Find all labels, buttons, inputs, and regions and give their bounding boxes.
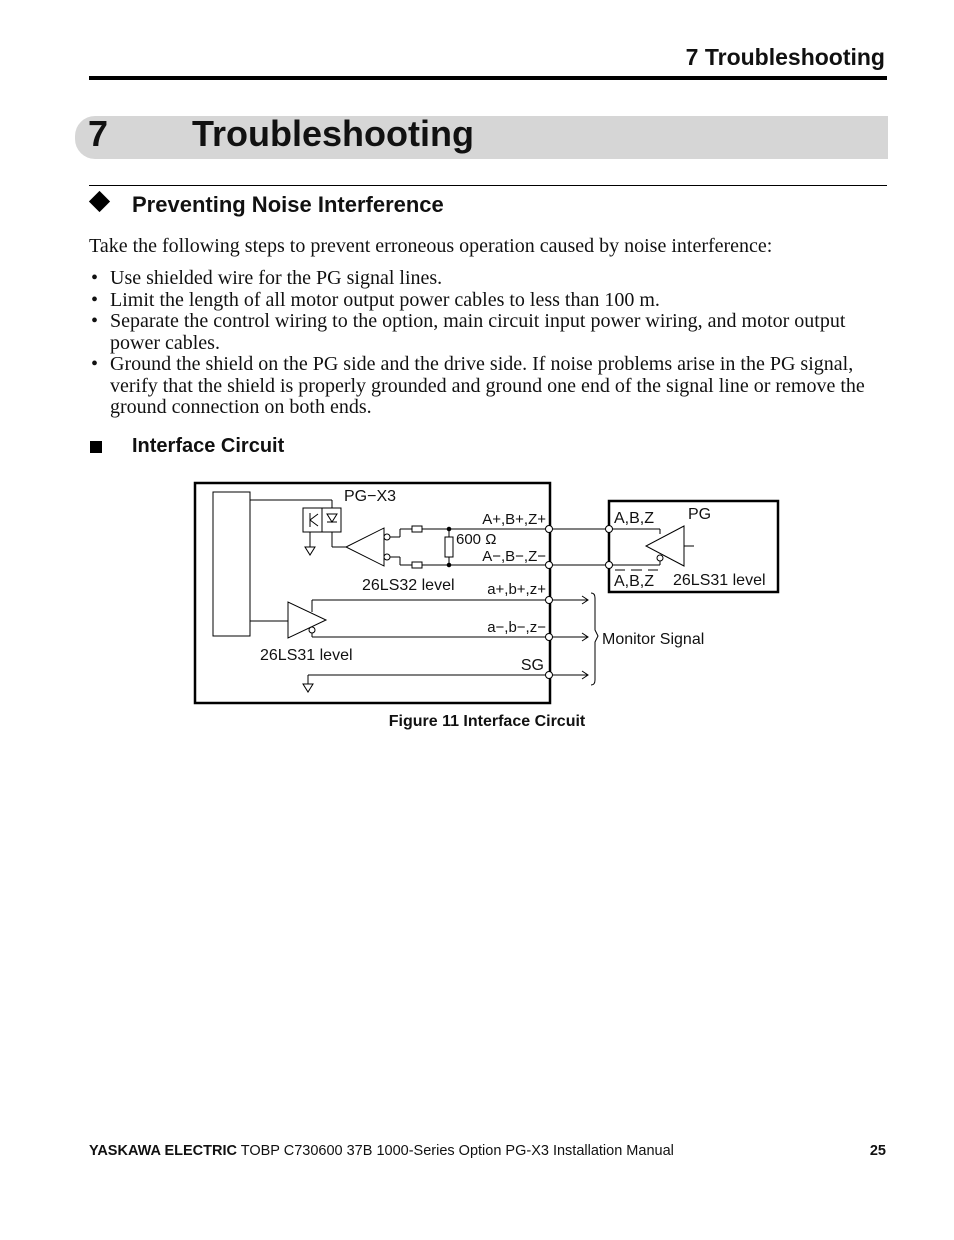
header-rule xyxy=(89,76,887,80)
page-number: 25 xyxy=(869,1143,886,1159)
driver-level-label: 26LS31 level xyxy=(260,647,353,664)
pg-label: PG xyxy=(688,506,712,523)
list-item xyxy=(89,311,889,354)
monitor-plus-label: a+,b+,z+ xyxy=(487,581,546,598)
ground-icon xyxy=(303,684,313,692)
termination-resistor xyxy=(445,537,453,557)
section-title: Preventing Noise Interference xyxy=(132,192,444,217)
list-item xyxy=(89,268,889,290)
list-item xyxy=(89,354,889,419)
running-header-title: 7 Troubleshooting xyxy=(685,44,885,70)
terminal xyxy=(546,562,553,569)
list-item-text: Separate the control wiring to the option, main circuit input power wiring, and motor output power cables. xyxy=(110,310,846,354)
list-item-text: Use shielded wire for the PG signal lines. xyxy=(110,267,443,289)
footer-company: YASKAWA ELECTRIC xyxy=(89,1143,237,1159)
terminal xyxy=(546,526,553,533)
optocoupler-icon xyxy=(303,508,341,532)
internal-logic-block xyxy=(213,492,250,636)
square-bullet-icon xyxy=(90,441,102,453)
bullet-dot-icon: • xyxy=(91,288,99,311)
terminal-label-a-plus: A+,B+,Z+ xyxy=(482,511,546,528)
pg-driver-level-label: 26LS31 level xyxy=(673,572,766,589)
diamond-bullet-icon xyxy=(89,191,110,212)
line-driver-icon xyxy=(288,602,326,638)
list-item-text: Limit the length of all motor output power cables to less than 100 m. xyxy=(110,288,660,311)
list-item-text: Ground the shield on the PG side and the drive side. If noise problems arise in the PG signal, verify that the shield is properly grounded and ground one end of the signal line or remove the ground connection on both ends. xyxy=(110,353,865,418)
figure-caption: Figure 11 Interface Circuit xyxy=(388,713,586,730)
bullet-list xyxy=(89,268,889,419)
resistor-label: 600 Ω xyxy=(456,531,497,548)
terminal xyxy=(546,672,553,679)
chapter-number: 7 xyxy=(88,113,109,154)
pg-x3-board-outline xyxy=(195,483,550,703)
list-item xyxy=(89,290,889,312)
sg-label: SG xyxy=(520,657,544,674)
monitor-signal-label: Monitor Signal xyxy=(602,631,705,648)
monitor-brace xyxy=(591,593,598,685)
footer-doc-info xyxy=(89,1143,674,1159)
terminal xyxy=(606,526,613,533)
chapter-title: Troubleshooting xyxy=(192,113,474,154)
receiver-level-label: 26LS32 level xyxy=(362,577,455,594)
terminal xyxy=(546,597,553,604)
bullet-dot-icon: • xyxy=(91,310,99,332)
pg-encoder-outline xyxy=(609,501,778,592)
series-resistor xyxy=(412,562,422,568)
terminal-label-a-minus: A−,B−,Z− xyxy=(482,548,546,565)
bullet-dot-icon: • xyxy=(91,353,99,375)
intro-paragraph: Take the following steps to prevent erroneous operation caused by noise interference: xyxy=(89,235,773,257)
line-receiver-icon xyxy=(346,528,384,566)
terminal xyxy=(546,634,553,641)
section-rule xyxy=(89,185,887,186)
pg-line-driver-icon xyxy=(646,526,684,566)
ground-icon xyxy=(305,547,315,555)
series-resistor xyxy=(412,526,422,532)
bullet-dot-icon: • xyxy=(91,267,99,289)
pg-signal-label: A,B,Z xyxy=(614,510,655,527)
terminal xyxy=(606,562,613,569)
board-label: PG−X3 xyxy=(344,488,397,505)
monitor-minus-label: a−,b−,z− xyxy=(487,619,546,636)
pg-complement-signal-label: A,B,Z xyxy=(614,573,655,590)
footer-doc-title: TOBP C730600 37B 1000-Series Option PG-X3 Installation Manual xyxy=(236,1143,674,1159)
subsection-title: Interface Circuit xyxy=(132,435,285,457)
